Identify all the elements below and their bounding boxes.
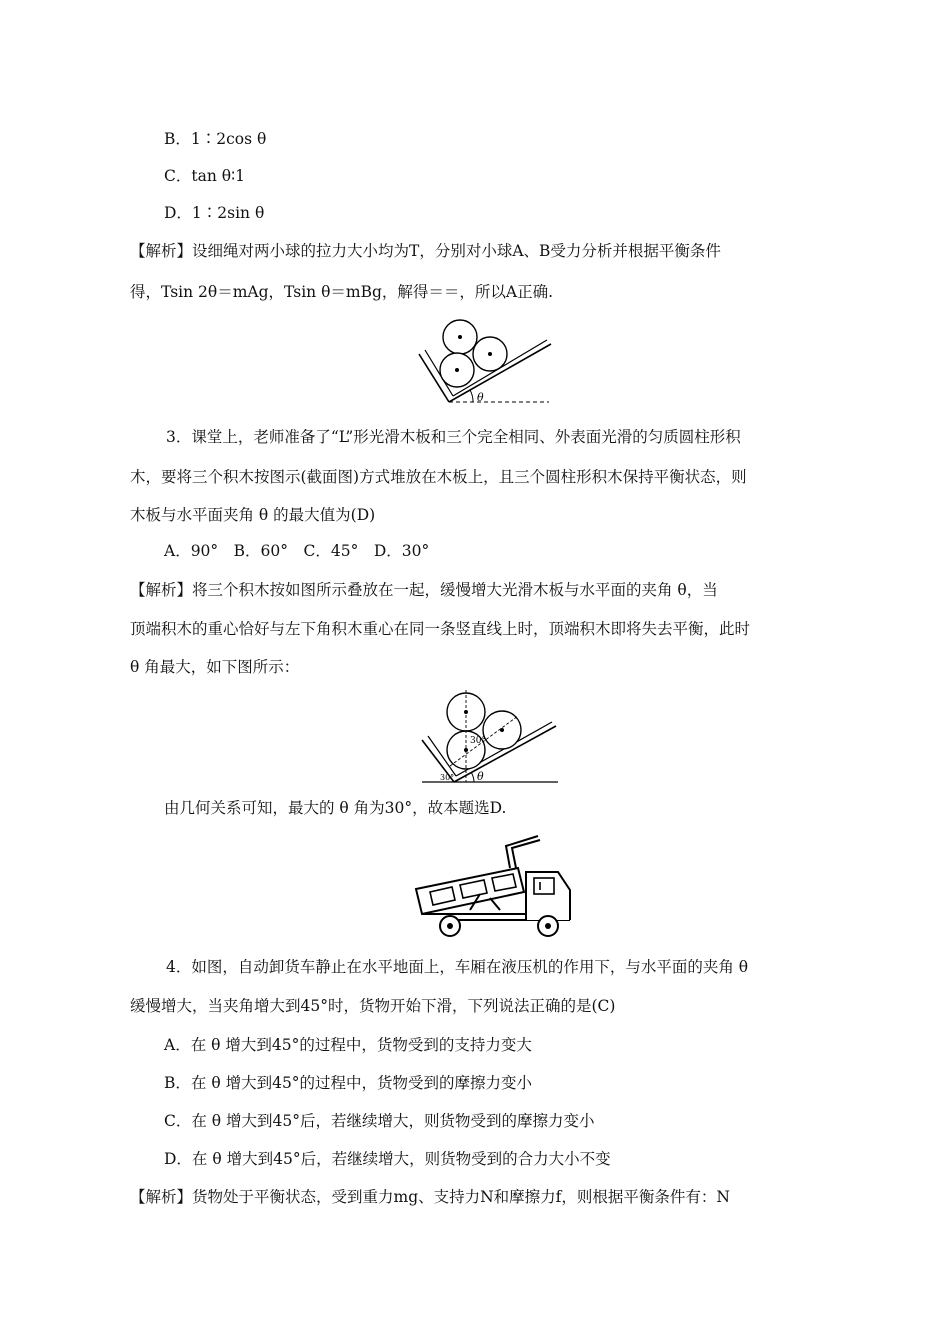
option-d: D．1∶2sin θ bbox=[164, 204, 265, 222]
theta-label: θ bbox=[477, 391, 484, 404]
analysis-line: 【解析】设细绳对两小球的拉力大小均为T，分别对小球A、B受力分析并根据平衡条件 bbox=[130, 242, 721, 260]
option-b: B．在 θ 增大到45°的过程中，货物受到的摩擦力变小 bbox=[164, 1074, 533, 1092]
analysis-line: 【解析】将三个积木按如图所示叠放在一起，缓慢增大光滑木板与水平面的夹角 θ，当 bbox=[130, 581, 718, 599]
analysis-line: 顶端积木的重心恰好与左下角积木重心在同一条竖直线上时，顶端积木即将失去平衡，此时 bbox=[130, 620, 751, 638]
option-d: D．在 θ 增大到45°后，若继续增大，则货物受到的合力大小不变 bbox=[164, 1150, 611, 1168]
analysis-line: 【解析】货物处于平衡状态，受到重力mg、支持力N和摩擦力f，则根据平衡条件有：N bbox=[130, 1188, 730, 1206]
question-line: 木，要将三个积木按图示(截面图)方式堆放在木板上，且三个圆柱形积木保持平衡状态，则 bbox=[130, 468, 747, 486]
figure-cylinders-on-board bbox=[415, 310, 555, 410]
analysis-conclusion: 由几何关系可知，最大的 θ 角为30°，故本题选D. bbox=[164, 799, 507, 817]
option-c: C．在 θ 增大到45°后，若继续增大，则货物受到的摩擦力变小 bbox=[164, 1112, 595, 1130]
question-line: 木板与水平面夹角 θ 的最大值为(D) bbox=[130, 506, 376, 524]
option-b: B．1∶2cos θ bbox=[164, 130, 267, 148]
angle-label-a: 30° bbox=[470, 736, 486, 746]
question-line: 缓慢增大，当夹角增大到45°时，货物开始下滑，下列说法正确的是(C) bbox=[130, 997, 616, 1015]
question-options: A．90° B．60° C．45° D．30° bbox=[164, 542, 430, 560]
question-line: 4．如图，自动卸货车静止在水平地面上，车厢在液压机的作用下，与水平面的夹角 θ bbox=[166, 958, 749, 976]
analysis-line: 得，Tsin 2θ＝mAg，Tsin θ＝mBg，解得＝＝，所以A正确. bbox=[130, 283, 554, 301]
theta-label: θ bbox=[477, 770, 484, 783]
figure-dump-truck bbox=[410, 832, 580, 942]
option-a: A．在 θ 增大到45°的过程中，货物受到的支持力变大 bbox=[164, 1036, 532, 1054]
analysis-line: θ 角最大，如下图所示： bbox=[130, 658, 300, 676]
option-c: C．tan θ∶1 bbox=[164, 167, 245, 185]
angle-label-b: 30° bbox=[440, 773, 455, 782]
question-line: 3．课堂上，老师准备了“L”形光滑木板和三个完全相同、外表面光滑的匀质圆柱形积 bbox=[166, 428, 741, 446]
figure-max-angle bbox=[420, 686, 560, 790]
